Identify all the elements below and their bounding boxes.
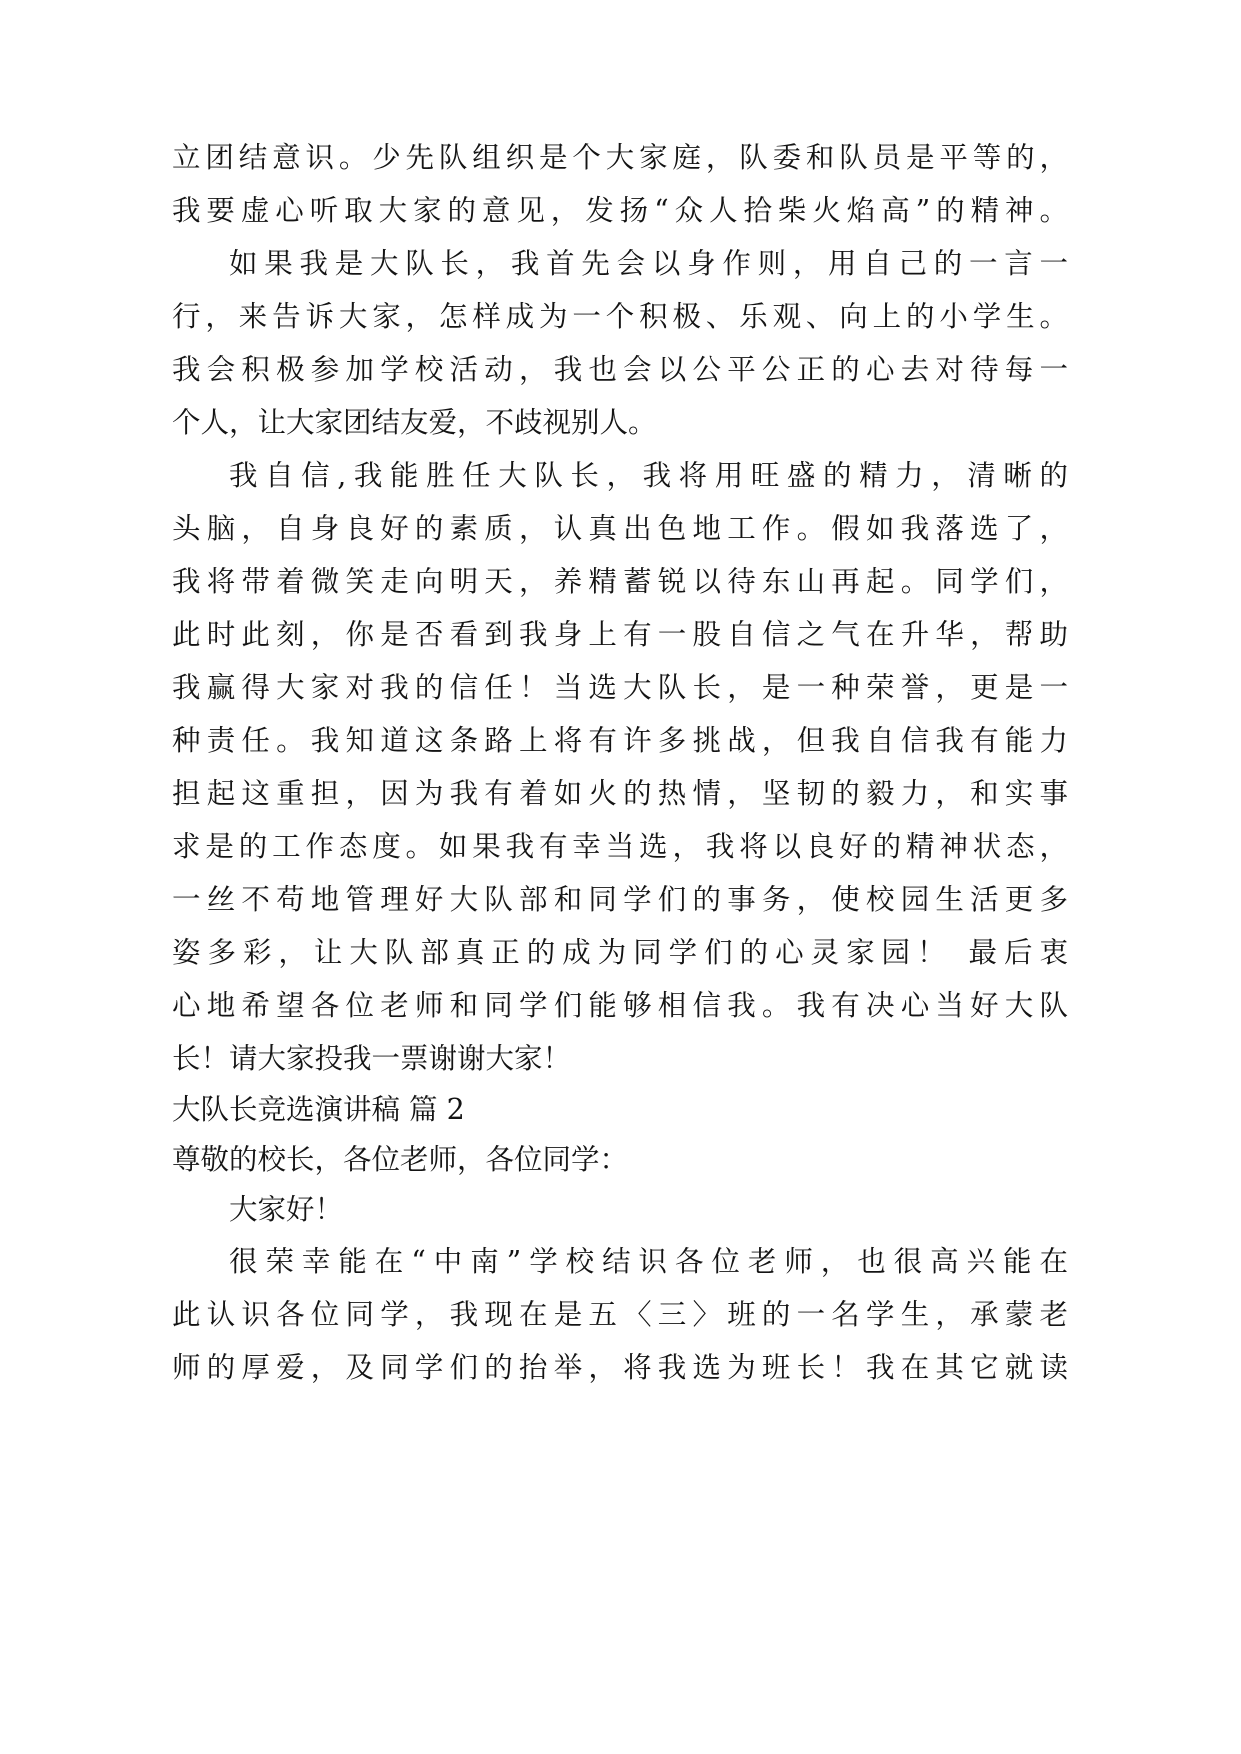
text-line: 心地希望各位老师和同学们能够相信我。我有决心当好大队 xyxy=(172,989,1068,1022)
text-line: 很荣幸能在“中南”学校结识各位老师，也很高兴能在 xyxy=(229,1245,1068,1278)
document-body xyxy=(172,131,1068,1394)
text-line: 此时此刻，你是否看到我身上有一股自信之气在升华，帮助 xyxy=(172,618,1068,651)
paragraph xyxy=(172,1235,1068,1394)
text-line: 此认识各位同学，我现在是五〈三〉班的一名学生，承蒙老 xyxy=(172,1298,1068,1331)
text-line: 立团结意识。少先队组织是个大家庭，队委和队员是平等的， xyxy=(172,141,1068,174)
paragraph xyxy=(172,237,1068,449)
section-heading: 大队长竞选演讲稿 篇 2 xyxy=(172,1093,465,1126)
text-line: 个人，让大家团结友爱，不歧视别人。 xyxy=(172,406,657,439)
salutation: 尊敬的校长，各位老师，各位同学： xyxy=(172,1143,629,1176)
text-line: 长！请大家投我一票谢谢大家！ xyxy=(172,1042,572,1075)
text-line: 行，来告诉大家，怎样成为一个积极、乐观、向上的小学生。 xyxy=(172,300,1068,333)
paragraph xyxy=(172,449,1068,1085)
text-line: 我赢得大家对我的信任！当选大队长，是一种荣誉，更是一 xyxy=(172,671,1068,704)
text-line: 我要虚心听取大家的意见，发扬“众人拾柴火焰高”的精神。 xyxy=(172,194,1068,227)
text-line: 我自信,我能胜任大队长，我将用旺盛的精力，清晰的 xyxy=(229,459,1068,492)
text-line: 种责任。我知道这条路上将有许多挑战，但我自信我有能力 xyxy=(172,724,1068,757)
text-line: 求是的工作态度。如果我有幸当选，我将以良好的精神状态， xyxy=(172,830,1068,863)
greeting: 大家好！ xyxy=(229,1193,344,1226)
text-line: 我会积极参加学校活动，我也会以公平公正的心去对待每一 xyxy=(172,353,1068,386)
paragraph xyxy=(172,131,1068,237)
text-line: 姿多彩，让大队部真正的成为同学们的心灵家园！ 最后衷 xyxy=(172,936,1068,969)
text-line: 担起这重担，因为我有着如火的热情，坚韧的毅力，和实事 xyxy=(172,777,1068,810)
text-line: 如果我是大队长，我首先会以身作则，用自己的一言一 xyxy=(229,247,1068,280)
text-line: 一丝不苟地管理好大队部和同学们的事务，使校园生活更多 xyxy=(172,883,1068,916)
text-line: 师的厚爱，及同学们的抬举，将我选为班长！我在其它就读 xyxy=(172,1351,1068,1384)
text-line: 我将带着微笑走向明天，养精蓄锐以待东山再起。同学们， xyxy=(172,565,1068,598)
text-line: 头脑，自身良好的素质，认真出色地工作。假如我落选了， xyxy=(172,512,1068,545)
